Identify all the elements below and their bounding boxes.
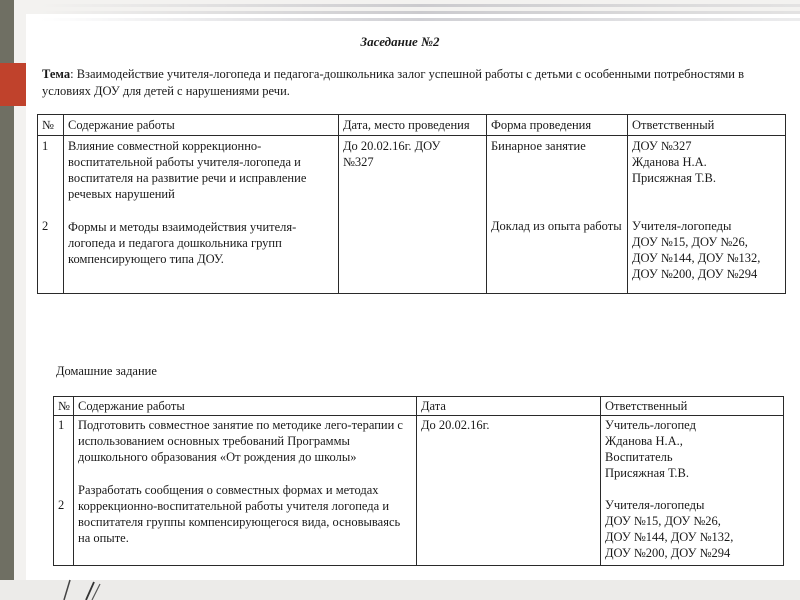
responsible-line: Жданова Н.А., [605, 434, 683, 448]
responsible-cell [628, 136, 786, 294]
table-row [38, 136, 786, 294]
homework-table [53, 396, 784, 566]
table-row [54, 416, 784, 566]
column-header: Ответственный [601, 397, 784, 416]
responsible-line: ДОУ №15, ДОУ №26, [632, 235, 748, 249]
homework-label: Домашние задание [56, 364, 157, 378]
responsible-line: Жданова Н.А. [632, 155, 707, 169]
table-header-row [54, 397, 784, 416]
responsible-line: Учителя-логопеды [632, 219, 732, 233]
slide-accent-bar [0, 63, 26, 106]
topic-text: : Взаимодействие учителя-логопеда и педагога-дошкольника залог успешной работы с детьми с особенными потребностями в условиях ДОУ для детей с нарушениями речи. [42, 67, 745, 98]
responsible-line: ДОУ №144, ДОУ №132, [605, 530, 734, 544]
responsible-line: Учитель-логопед [605, 418, 696, 432]
date-place: До 20.02.16г. ДОУ №327 [343, 139, 441, 169]
content-cell [74, 416, 417, 566]
work-content: Влияние совместной коррекционно-воспитательной работы учителя-логопеда и воспитателя на развитие речи и исправление речевых нарушений [68, 139, 307, 201]
responsible-line: ДОУ №144, ДОУ №132, [632, 251, 761, 265]
bottom-strip [0, 580, 800, 600]
responsible-line: Учителя-логопеды [605, 498, 705, 512]
responsible-line: ДОУ №327 [632, 139, 692, 153]
row-number: 2 [58, 498, 65, 512]
column-header: № [38, 115, 64, 136]
top-faded-lines [40, 0, 800, 22]
responsible-line: ДОУ №200, ДОУ №294 [632, 267, 758, 281]
form-of-conduct: Бинарное занятие [491, 139, 586, 153]
task-content: Разработать сообщения о совместных формах и методах коррекционно-воспитательной работы учителя логопеда и воспитателя группы компенсирующегося вида, основываясь на опыте. [78, 483, 401, 545]
responsible-line: Воспитатель [605, 450, 673, 464]
topic-label: Тема [42, 67, 71, 81]
content-cell [64, 136, 339, 294]
responsible-line: ДОУ №15, ДОУ №26, [605, 514, 721, 528]
responsible-line: ДОУ №200, ДОУ №294 [605, 546, 731, 560]
column-header: Форма проведения [487, 115, 628, 136]
column-header: Дата [417, 397, 601, 416]
responsible-cell [601, 416, 784, 566]
responsible-line: Присяжная Т.В. [632, 171, 716, 185]
scan-artifact-marks [56, 576, 116, 600]
row-number: 1 [58, 418, 65, 432]
form-cell [487, 136, 628, 294]
column-header: Дата, место проведения [339, 115, 487, 136]
task-content: Подготовить совместное занятие по методике лего-терапии с использованием основных требований Программы дошкольного образования «От рождения до школы» [78, 418, 403, 464]
task-date: До 20.02.16г. [421, 418, 490, 432]
row-number-cell [38, 136, 64, 294]
column-header: Содержание работы [64, 115, 339, 136]
row-number-cell [54, 416, 74, 566]
meeting-topic [42, 66, 762, 100]
column-header: Содержание работы [74, 397, 417, 416]
table-header-row [38, 115, 786, 136]
row-number: 1 [42, 139, 49, 153]
work-content: Формы и методы взаимодействия учителя-логопеда и педагога дошкольника групп компенсирующего типа ДОУ. [68, 220, 297, 266]
column-header: Ответственный [628, 115, 786, 136]
row-number: 2 [42, 219, 49, 233]
column-header: № [54, 397, 74, 416]
date-cell [339, 136, 487, 294]
meeting-title: Заседание №2 [360, 34, 440, 49]
date-cell [417, 416, 601, 566]
meeting-plan-table [37, 114, 786, 294]
responsible-line: Присяжная Т.В. [605, 466, 689, 480]
form-of-conduct: Доклад из опыта работы [491, 219, 622, 233]
